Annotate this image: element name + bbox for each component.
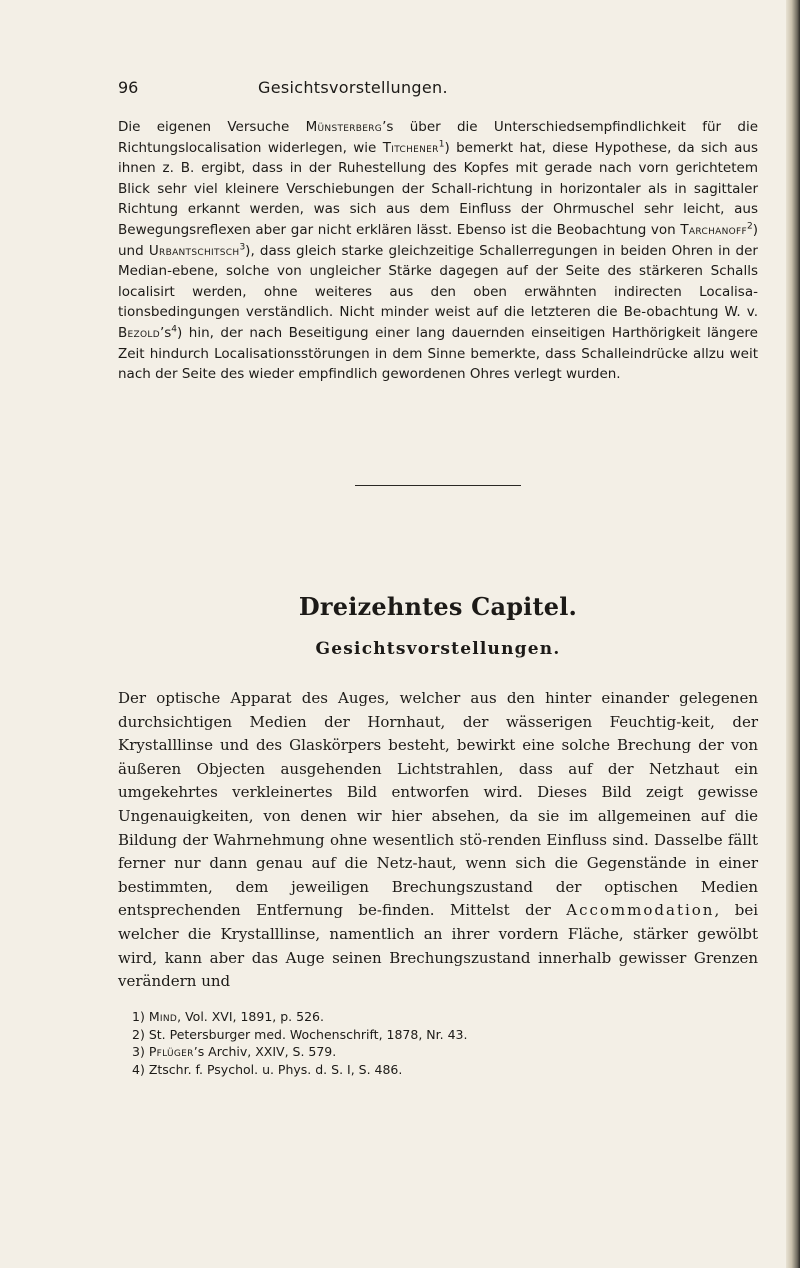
footnote-ref: 2	[746, 221, 753, 232]
body-paragraph-1: Die eigenen Versuche Münsterberg’s über die Unterschiedsempfindlichkeit für die Richtungslocalisation widerlegen, wie Titchener$^1$) bemerkt hat, diese Hypothese, da sich aus ihnen z. B. ergibt, dass in der Ruhestellung des Kopfes mit gerade nach vorn gerichtetem Blick sehr viel kleinere Verschiebungen der Schall-richtung in horizontaler als in sagittaler Richtung erkannt werden, was sich aus dem Einfluss der Ohrmuschel sehr leicht, aus Bewegungsreflexen aber gar nicht erklären lässt. Ebenso ist die Beobachtung von Tarchanoff$^2$) und Urbantschitsch$^3$), dass gleich starke gleichzeitige Schallerregungen in beiden Ohren in der Median-ebene, solche von ungleicher Stärke dagegen auf der Seite des stärkeren Schalls localisirt werden, ohne weiteres aus den oben erwähnten indirecten Localisa-tionsbedingungen verständlich. Nicht minder weist auf die letzteren die Be-obachtung W. v. Bezold’s$^4$) hin, der nach Beseitigung einer lang dauernden einseitigen Harthörigkeit längere Zeit hindurch Localisationsstörungen in dem Sinne bemerkte, dass Schalleindrücke allzu weit nach der Seite des wieder empfindlich gewordenen Ohres verlegt wurden.	[118, 119, 759, 383]
running-head-title: Gesichtsvorstellungen.	[258, 78, 448, 97]
footnote-ref: 4	[171, 324, 178, 335]
chapter-title: Dreizehntes Capitel.	[298, 592, 578, 621]
footnotes	[132, 1008, 762, 1078]
footnote: 4) Ztschr. f. Psychol. u. Phys. d. S. I, S. 486.	[132, 1061, 403, 1077]
footnote: 1) Mind, Vol. XVI, 1891, p. 526.	[132, 1009, 324, 1024]
section-title: Gesichtsvorstellungen.	[315, 639, 561, 659]
author-name: Tarchanoff	[680, 221, 747, 238]
page-number: 96	[118, 78, 139, 97]
author-name: Münsterberg	[305, 119, 383, 135]
footnote-ref: 1	[438, 139, 445, 150]
author-name: Bezold	[118, 324, 160, 341]
footnote: 2) St. Petersburger med. Wochenschrift, 1878, Nr. 43.	[132, 1026, 468, 1042]
emphasized-term: Accommodation	[566, 901, 715, 920]
author-name: Urbantschitsch	[148, 242, 240, 259]
page-edge-shadow	[786, 0, 800, 1268]
author-name: Titchener	[382, 139, 439, 156]
body-paragraph-2: Der optische Apparat des Auges, welcher aus den hinter einander gelegenen durchsichtigen Medien der Hornhaut, der wässerigen Feuchtig-keit, der Krystalllinse und des Glaskörpers besteht, bewirkt eine solche Brechung der von äußeren Objecten ausgehenden Lichtstrahlen, dass auf der Netzhaut ein umgekehrtes verkleinertes Bild entworfen wird. Dieses Bild zeigt gewisse Ungenauigkeiten, von denen wir hier absehen, da sie im allgemeinen auf die Bildung der Wahrnehmung ohne wesentlich stö-renden Einfluss sind. Dasselbe fällt ferner nur dann genau auf die Netz-haut, wenn sich die Gegenstände in einer bestimmten, dem jeweiligen Brechungszustand der optischen Medien entsprechenden Entfernung be-finden. Mittelst der Accommodation, bei welcher die Krystalllinse, namentlich an ihrer vordern Fläche, stärker gewölbt wird, kann aber das Auge seinen Brechungszustand innerhalb gewisser Grenzen verändern und	[118, 689, 758, 991]
running-head	[118, 78, 758, 102]
footnote: 3) Pflüger’s Archiv, XXIV, S. 579.	[132, 1044, 337, 1060]
footnote-ref: 3	[239, 242, 246, 253]
section-divider	[355, 485, 521, 486]
